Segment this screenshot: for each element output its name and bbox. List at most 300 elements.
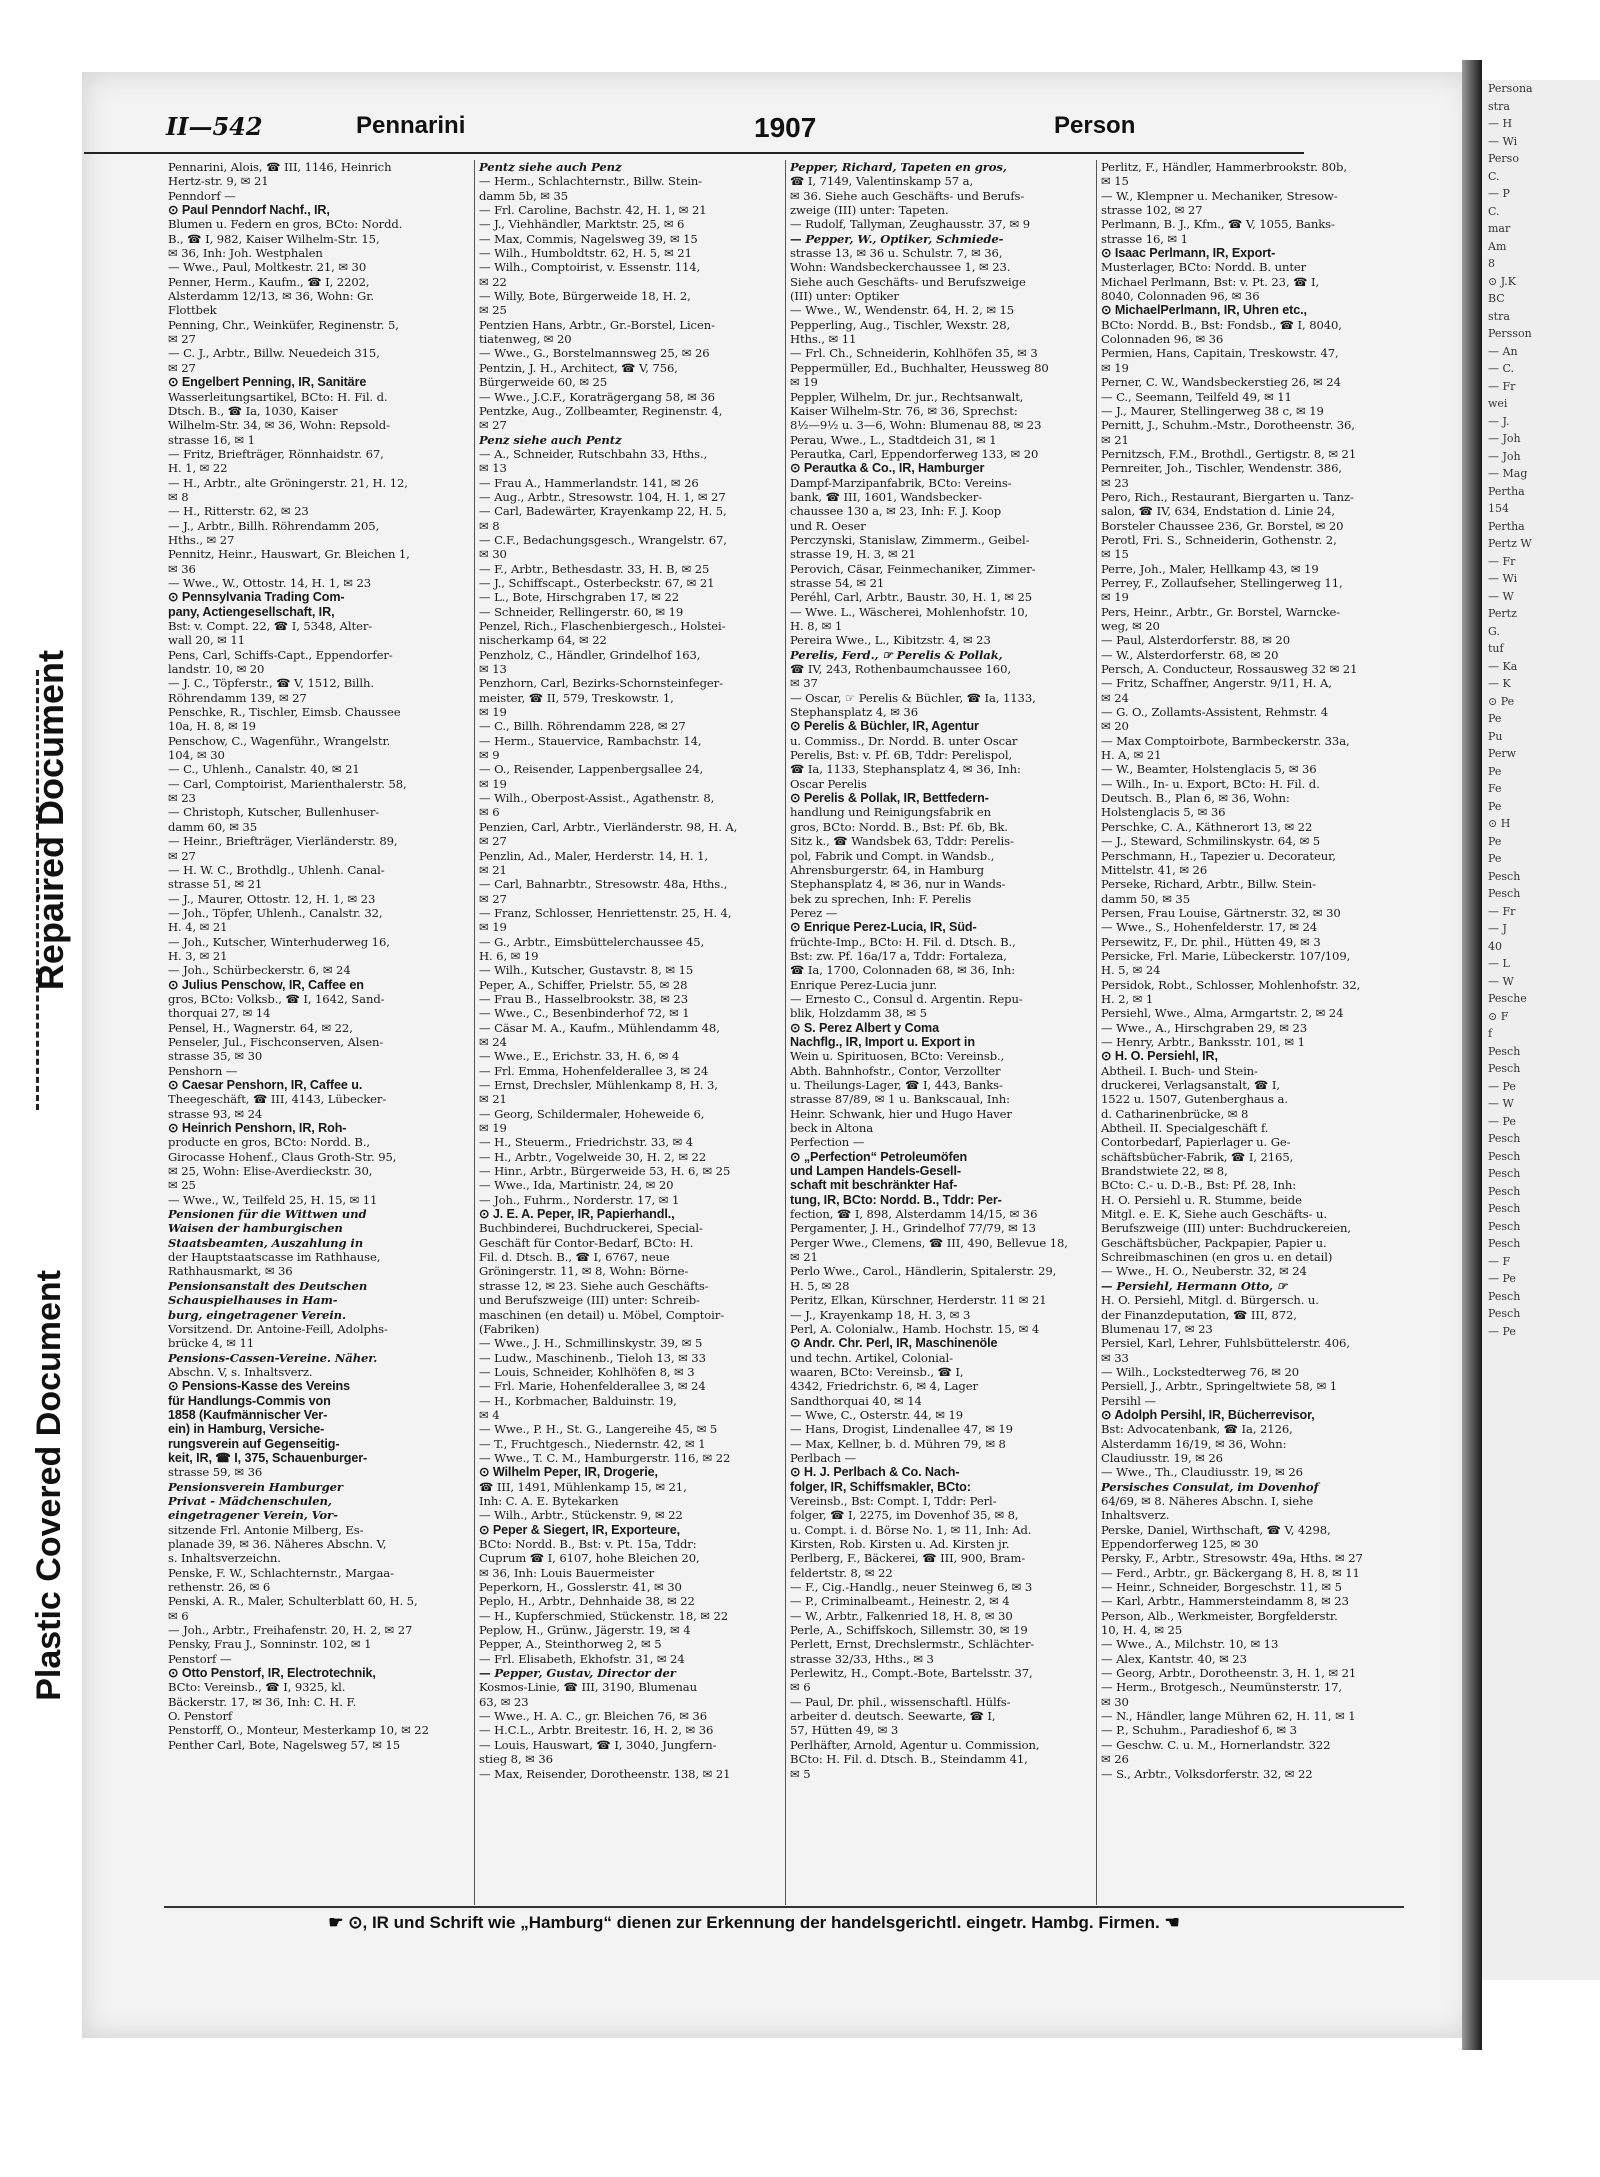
directory-entry-line: — P., Schuhm., Paradieshof 6, ✉ 3 (1101, 1723, 1297, 1738)
directory-year: 1907 (754, 112, 817, 143)
adjacent-page-line: — J. (1488, 414, 1510, 428)
directory-entry-line: Fil. d. Dtsch. B., ☎ I, 6767, neue (479, 1250, 670, 1265)
directory-entry-line: — Cäsar M. A., Kaufm., Mühlendamm 48, (479, 1020, 720, 1035)
adjacent-page-line: Perso (1488, 152, 1519, 165)
directory-entry-line: — S., Arbtr., Volksdorferstr. 32, ✉ 22 (1101, 1766, 1313, 1781)
directory-entry-line: strasse 19, H. 3, ✉ 21 (790, 547, 916, 562)
directory-entry-line: Wasserleitungsartikel, BCto: H. Fil. d. (168, 389, 388, 404)
directory-entry-line: Claudiusstr. 19, ✉ 26 (1101, 1450, 1223, 1465)
first-entry-heading: Pennarini (356, 112, 466, 139)
adjacent-page-line: Pesch (1488, 1062, 1521, 1075)
directory-entry-line: — Henry, Arbtr., Banksstr. 101, ✉ 1 (1101, 1034, 1305, 1049)
directory-entry-line: ✉ 25, Wohn: Elise-Averdieckstr. 30, (168, 1164, 373, 1179)
directory-entry-line: — Wilh., Comptoirist, v. Essenstr. 114, (479, 260, 701, 275)
directory-entry-line: — Wilh., Humboldtstr. 62, H. 5, ✉ 21 (479, 246, 692, 261)
adjacent-page-line: — P (1488, 187, 1510, 200)
directory-entry-line: — Frl. Caroline, Bachstr. 42, H. 1, ✉ 21 (479, 203, 707, 218)
adjacent-page-line: Pertz (1488, 607, 1517, 620)
directory-entry-line: Schreibmaschinen (en gros u. en detail) (1101, 1250, 1333, 1265)
adjacent-page-line: Pe (1488, 852, 1502, 865)
directory-entry-line: — C., Seemann, Teilfeld 49, ✉ 11 (1101, 389, 1292, 404)
directory-entry-line: ✉ 27 (479, 834, 507, 849)
directory-entry-line: — Wwe, C., Osterstr. 44, ✉ 19 (790, 1407, 964, 1422)
directory-entry-line: — P., Criminalbeamt., Heinestr. 2, ✉ 4 (790, 1594, 1010, 1609)
directory-entry-line: ⊙ Otto Penstorf, IR, Electrotechnik, (168, 1666, 376, 1681)
directory-entry-line: Persihl — (1101, 1393, 1156, 1408)
directory-entry-line: Perske, Daniel, Wirthschaft, ☎ V, 4298, (1101, 1522, 1331, 1537)
directory-entry-line: tiatenweg, ✉ 20 (479, 332, 572, 347)
directory-entry-line: ✉ 19 (1101, 360, 1129, 375)
directory-entry-line: gros, BCto: Nordd. B., Bst: Pf. 6b, Bk. (790, 819, 1008, 834)
adjacent-page-line: — Pe (1488, 1079, 1516, 1093)
directory-entry-line: für Handlungs-Commis von (168, 1393, 331, 1408)
directory-entry-line: ✉ 36 (168, 561, 196, 576)
adjacent-page-line: — L (1488, 957, 1510, 970)
directory-entry-line: Peplow, H., Grünw., Jägerstr. 19, ✉ 4 (479, 1623, 691, 1638)
directory-entry-line: Pennarini, Alois, ☎ III, 1146, Heinrich (168, 160, 392, 174)
directory-entry-line: bek zu sprechen, Inh: F. Perelis (790, 891, 972, 906)
adjacent-page-line: Pertha (1488, 484, 1525, 498)
directory-entry-line: Peperkorn, H., Gosslerstr. 41, ✉ 30 (479, 1580, 682, 1595)
directory-entry-line: Blumen u. Federn en gros, BCto: Nordd. (168, 217, 403, 232)
directory-entry-line: ⊙ Enrique Perez-Lucia, IR, Süd- (790, 920, 977, 935)
adjacent-page-line: Pesche (1488, 992, 1527, 1005)
directory-entry-line: Persiehl, Wwe., Alma, Armgartstr. 2, ✉ 24 (1101, 1006, 1344, 1021)
directory-entry-line: weg, ✉ 20 (1101, 619, 1160, 633)
directory-entry-line: — H., Steuerm., Friedrichstr. 33, ✉ 4 (479, 1135, 694, 1150)
directory-entry-line: ✉ 20 (1101, 719, 1129, 734)
directory-entry-line: ✉ 13 (479, 662, 507, 677)
directory-entry-line: Penndorf — (168, 188, 236, 203)
directory-entry-line: Pens, Carl, Schiffs-Capt., Eppendorfer- (168, 647, 393, 662)
directory-entry-line: — Frl. Elisabeth, Ekhofstr. 31, ✉ 24 (479, 1651, 685, 1666)
directory-entry-line: Deutsch. B., Plan 6, ✉ 36, Wohn: (1101, 791, 1290, 806)
directory-entry-line: ⊙ Wilhelm Peper, IR, Drogerie, (479, 1465, 658, 1480)
directory-entry-line: — Karl, Arbtr., Hammersteindamm 8, ✉ 23 (1101, 1594, 1349, 1609)
directory-entry-line: — Wwe., J.C.F., Koraträgergang 58, ✉ 36 (479, 389, 715, 404)
directory-entry-line: Penstorff, O., Monteur, Mesterkamp 10, ✉ 22 (168, 1723, 429, 1738)
directory-entry-line: ☎ IV, 243, Rothenbaumchaussee 160, (790, 662, 1011, 677)
directory-entry-line: — J. C., Töpferstr., ☎ V, 1512, Billh. (168, 676, 374, 691)
adjacent-page-line: Pesch (1488, 887, 1521, 900)
header-rule (84, 152, 1304, 154)
directory-entry-line: beck in Altona (790, 1121, 874, 1136)
directory-entry-line: — Wwe., A., Hirschgraben 29, ✉ 23 (1101, 1020, 1308, 1035)
directory-entry-line: — Aug., Arbtr., Stresowstr. 104, H. 1, ✉ 27 (479, 489, 726, 504)
directory-entry-line: — Wwe., Paul, Moltkestr. 21, ✉ 30 (168, 260, 367, 275)
directory-entry-line: — Hinr., Arbtr., Bürgerweide 53, H. 6, ✉ 25 (479, 1164, 731, 1179)
directory-entry-line: ✉ 19 (1101, 590, 1129, 605)
last-entry-heading: Person (1054, 112, 1136, 139)
directory-entry-line: BCto: H. Fil. d. Dtsch. B., Steindamm 41, (790, 1752, 1028, 1767)
directory-entry-line: — Ferd., Arbtr., gr. Bäckergang 8, H. 8, ✉ 11 (1101, 1565, 1360, 1580)
directory-entry-line: — Wilh., Oberpost-Assist., Agathenstr. 8, (479, 791, 715, 806)
directory-entry-line: ✉ 21 (790, 1250, 818, 1265)
directory-entry-line: — Willy, Bote, Bürgerweide 18, H. 2, (479, 289, 691, 304)
directory-entry-line: der Hauptstaatscasse im Rathhause, (168, 1250, 381, 1265)
directory-entry-line: B., ☎ I, 982, Kaiser Wilhelm-Str. 15, (168, 231, 380, 246)
directory-entry-line: — F., Arbtr., Bethesdastr. 33, H. B, ✉ 25 (479, 561, 710, 576)
directory-entry-line: — Geschw. C. u. M., Hornerlandstr. 322 (1101, 1737, 1331, 1752)
directory-entry-line: 1858 (Kaufmännischer Ver- (168, 1407, 328, 1422)
adjacent-page-line: — An (1488, 344, 1518, 358)
directory-entry-line: früchte-Imp., BCto: H. Fil. d. Dtsch. B., (790, 934, 1016, 949)
directory-entry-line: ⊙ Paul Penndorf Nachf., IR, (168, 203, 330, 218)
directory-entry-line: Enrique Perez-Lucia junr. (790, 977, 938, 992)
directory-entry-line: landstr. 10, ✉ 20 (168, 662, 265, 677)
directory-entry-line: ⊙ S. Perez Albert y Coma (790, 1020, 940, 1035)
directory-entry-line: ✉ 36, Inh: Joh. Westphalen (168, 246, 323, 261)
directory-entry-line: Pero, Rich., Restaurant, Biergarten u. Tanz- (1101, 489, 1354, 504)
directory-entry-line: ✉ 37 (790, 676, 818, 691)
directory-entry-line: — Ernesto C., Consul d. Argentin. Repu- (790, 991, 1023, 1006)
directory-entry-line: Penning, Chr., Weinküfer, Reginenstr. 5, (168, 317, 399, 332)
directory-entry-line: Perelis, Ferd., ☞ Perelis & Pollak, (790, 647, 1003, 662)
directory-entry-line: Contorbedarf, Papierlager u. Ge- (1101, 1135, 1291, 1150)
directory-entry-line: ☎ Ia, 1700, Colonnaden 68, ✉ 36, Inh: (790, 963, 1016, 978)
directory-entry-line: ✉ 6 (168, 1608, 189, 1623)
directory-entry-line: Peréhl, Carl, Arbtr., Baustr. 30, H. 1, ✉ 25 (790, 590, 1033, 605)
directory-entry-line: H. 2, ✉ 1 (1101, 991, 1154, 1006)
directory-entry-line: — A., Schneider, Rutschbahn 33, Hths., (479, 446, 708, 461)
directory-entry-line: — Wilh., Kutscher, Gustavstr. 8, ✉ 15 (479, 963, 694, 978)
adjacent-page-line: Persson (1488, 327, 1532, 340)
directory-entry-line: Pernreiter, Joh., Tischler, Wendenstr. 386, (1101, 461, 1342, 476)
directory-entry-line: Abtheil. II. Specialgeschäft f. (1101, 1121, 1269, 1136)
adjacent-page-line: Pu (1488, 729, 1503, 743)
directory-entry-line: Persewitz, F., Dr. phil., Hütten 49, ✉ 3 (1101, 934, 1321, 949)
directory-entry-line: Alsterdamm 12/13, ✉ 36, Wohn: Gr. (168, 289, 374, 304)
adjacent-page-line: ⊙ F (1488, 1009, 1509, 1023)
directory-entry-line: Pennitz, Heinr., Hauswart, Gr. Bleichen 1, (168, 547, 410, 562)
directory-entry-line: salon, ☎ IV, 634, Endstation d. Linie 24, (1101, 504, 1335, 519)
directory-entry-line: — Wwe., C., Besenbinderhof 72, ✉ 1 (479, 1006, 690, 1021)
directory-entry-line: Pentz siehe auch Penz (479, 160, 622, 174)
directory-entry-line: handlung und Reinigungsfabrik en (790, 805, 991, 820)
footer-rule (164, 1906, 1404, 1908)
directory-entry-line: — Wwe., A., Milchstr. 10, ✉ 13 (1101, 1637, 1279, 1652)
directory-entry-line: feldertstr. 8, ✉ 22 (790, 1565, 893, 1580)
directory-entry-line: ✉ 19 (479, 1121, 507, 1136)
directory-entry-line: Blumenau 17, ✉ 23 (1101, 1321, 1213, 1336)
directory-entry-line: ✉ 23 (168, 791, 196, 806)
directory-entry-line: Perlett, Ernst, Drechslermstr., Schlächter- (790, 1637, 1035, 1652)
directory-entry-line: Penzholz, C., Händler, Grindelhof 163, (479, 647, 701, 662)
directory-entry-line: ✉ 25 (168, 1178, 196, 1193)
directory-entry-line: — J., Viehhändler, Marktstr. 25, ✉ 6 (479, 217, 685, 232)
directory-entry-line: — Wwe., T. C. M., Hamburgerstr. 116, ✉ 22 (479, 1450, 731, 1465)
directory-entry-line: — Carl, Comptoirist, Marienthalerstr. 58, (168, 776, 407, 791)
directory-entry-line: H. 4, ✉ 21 (168, 920, 228, 935)
directory-entry-line: Schauspielhauses in Ham- (168, 1293, 338, 1308)
directory-entry-line: Penzel, Rich., Flaschenbiergesch., Holstei- (479, 619, 726, 633)
adjacent-page-line: — Fr (1488, 554, 1516, 568)
directory-entry-line: Peplo, H., Arbtr., Dehnhaide 38, ✉ 22 (479, 1594, 695, 1609)
directory-entry-line: Peritz, Elkan, Kürschner, Herderstr. 11 ✉ 21 (790, 1293, 1047, 1308)
column-2 (475, 160, 786, 1905)
directory-entry-line: — L., Bote, Hirschgraben 17, ✉ 22 (479, 590, 679, 605)
directory-entry-line: und techn. Artikel, Colonial- (790, 1350, 953, 1365)
directory-entry-line: Perlberg, F., Bäckerei, ☎ III, 900, Bram- (790, 1551, 1026, 1566)
directory-entry-line: ⊙ Heinrich Penshorn, IR, Roh- (168, 1121, 347, 1136)
directory-entry-line: Pernitt, J., Schuhm.-Mstr., Dorotheenstr. 36, (1101, 418, 1355, 433)
directory-entry-line: ✉ 30 (479, 547, 507, 562)
directory-entry-line: — T., Fruchtgesch., Niedernstr. 42, ✉ 1 (479, 1436, 706, 1451)
directory-entry-line: ✉ 23 (1101, 475, 1129, 490)
directory-entry-line: sitzende Frl. Antonie Milberg, Es- (168, 1522, 364, 1537)
directory-entry-line: — Georg, Arbtr., Dorotheenstr. 3, H. 1, ✉ 21 (1101, 1666, 1357, 1681)
directory-entry-line: ⊙ Caesar Penshorn, IR, Caffee u. (168, 1078, 363, 1092)
directory-entry-line: — J., Schiffscapt., Osterbeckstr. 67, ✉ 21 (479, 575, 715, 590)
adjacent-page-line: — H (1488, 117, 1513, 130)
directory-entry-line: Perre, Joh., Maler, Hellkamp 43, ✉ 19 (1101, 561, 1319, 576)
directory-entry-line: Bäckerstr. 17, ✉ 36, Inh: C. H. F. (168, 1694, 357, 1709)
directory-entry-line: und R. Oeser (790, 518, 866, 533)
directory-entry-line: Penshorn — (168, 1063, 238, 1078)
directory-entry-line: — J., Maurer, Stellingerweg 38 c, ✉ 19 (1101, 403, 1324, 418)
directory-entry-line: ⊙ Julius Penschow, IR, Caffee en (168, 977, 364, 992)
directory-entry-line: strasse 102, ✉ 27 (1101, 203, 1203, 218)
directory-entry-line: 64/69, ✉ 8. Näheres Abschn. I, siehe (1101, 1493, 1314, 1508)
directory-entry-line: — J., Arbtr., Billh. Röhrendamm 205, (168, 518, 380, 533)
directory-entry-line: — C., Uhlenh., Canalstr. 40, ✉ 21 (168, 762, 360, 777)
directory-entry-line: ☎ III, 1491, Mühlenkamp 15, ✉ 21, (479, 1479, 687, 1494)
directory-entry-line: Pentzke, Aug., Zollbeamter, Reginenstr. 4, (479, 403, 723, 418)
directory-entry-line: damm 50, ✉ 35 (1101, 891, 1190, 906)
directory-entry-line: H. 8, ✉ 1 (790, 619, 843, 633)
adjacent-page-line: Persona (1488, 82, 1533, 95)
directory-entry-line: Pernitzsch, F.M., Brothdl., Gertigstr. 8, ✉ 21 (1101, 446, 1357, 461)
directory-entry-line: ✉ 24 (479, 1034, 507, 1049)
directory-entry-line: BCto: Nordd. B., Bst: Fondsb., ☎ I, 8040, (1101, 317, 1342, 332)
directory-entry-line: Penner, Herm., Kaufm., ☎ I, 2202, (168, 274, 370, 289)
adjacent-page-line: — Joh (1488, 432, 1521, 445)
directory-entry-line: Peppler, Wilhelm, Dr. jur., Rechtsanwalt, (790, 389, 1024, 404)
directory-entry-line: Peppermüller, Ed., Buchhalter, Heussweg 80 (790, 360, 1049, 375)
directory-entry-line: Persiel, Karl, Lehrer, Fuhlsbüttelerstr. 406, (1101, 1336, 1350, 1351)
directory-entry-line: damm 5b, ✉ 35 (479, 188, 569, 203)
directory-entry-line: Michael Perlmann, Bst: v. Pt. 23, ☎ I, (1101, 274, 1320, 289)
directory-entry-line: BCto: C.- u. D.-B., Bst: Pf. 28, Inh: (1101, 1178, 1297, 1193)
page-number: II—542 (166, 112, 263, 141)
directory-entry-line: — Heinr., Briefträger, Vierländerstr. 89, (168, 834, 398, 849)
adjacent-page-line: Fe (1488, 782, 1502, 795)
directory-entry-line: 57, Hütten 49, ✉ 3 (790, 1723, 899, 1738)
directory-entry-line: Cuprum ☎ I, 6107, hohe Bleichen 20, (479, 1551, 700, 1566)
directory-entry-line: Penstorf — (168, 1651, 232, 1666)
directory-entry-line: Berufszweige (III) unter: Buchdruckereien, (1101, 1221, 1351, 1236)
adjacent-page-line: Pesch (1488, 1149, 1521, 1163)
directory-entry-line: Penschke, R., Tischler, Eimsb. Chaussee (168, 705, 401, 720)
directory-entry-line: — Louis, Hauswart, ☎ I, 3040, Jungfern- (479, 1737, 717, 1752)
adjacent-page-line: mar (1488, 222, 1511, 235)
directory-entry-line: Girocasse Hohenf., Claus Groth-Str. 95, (168, 1149, 397, 1164)
directory-entry-line: — Wwe., W., Teilfeld 25, H. 15, ✉ 11 (168, 1192, 378, 1207)
directory-entry-line: Pepper, Richard, Tapeten en gros, (790, 160, 1007, 174)
adjacent-page-line: stra (1488, 99, 1510, 113)
directory-entry-line: Perl, A. Colonialw., Hamb. Hochstr. 15, ✉ 4 (790, 1321, 1040, 1336)
directory-entry-line: Nachflg., IR, Import u. Export in (790, 1034, 975, 1049)
directory-entry-line: ⊙ J. E. A. Peper, IR, Papierhandl., (479, 1207, 675, 1222)
directory-entry-line: — Carl, Badewärter, Krayenkamp 22, H. 5, (479, 504, 727, 519)
directory-entry-line: ✉ 27 (168, 848, 196, 863)
directory-entry-line: ✉ 27 (479, 891, 507, 906)
adjacent-page-line: — Joh (1488, 449, 1521, 463)
directory-entry-line: — W., Arbtr., Falkenried 18, H. 8, ✉ 30 (790, 1608, 1013, 1623)
directory-entry-line: — Pepper, W., Optiker, Schmiede- (790, 231, 1004, 246)
directory-entry-line: — O., Reisender, Lappenbergsallee 24, (479, 762, 704, 777)
directory-entry-line: Mitgl. e. E. K, Siehe auch Geschäfts- u. (1101, 1207, 1327, 1222)
adjacent-page-line: C. (1488, 204, 1500, 218)
directory-entry-line: eingetragener Verein, Vor- (168, 1508, 338, 1523)
directory-entry-line: Bürgerweide 60, ✉ 25 (479, 375, 608, 390)
adjacent-page-line: Pesch (1488, 869, 1521, 883)
directory-entry-line: Musterlager, BCto: Nordd. B. unter (1101, 260, 1307, 275)
directory-entry-line: folger, ☎ I, 2275, im Dovenhof 35, ✉ 8, (790, 1508, 1019, 1523)
directory-entry-line: — N., Händler, lange Mühren 62, H. 11, ✉ 1 (1101, 1709, 1356, 1724)
directory-entry-line: chaussee 130 a, ✉ 23, Inh: F. J. Koop (790, 504, 1002, 519)
directory-entry-line: — C. J., Arbtr., Billw. Neuedeich 315, (168, 346, 380, 361)
directory-entry-line: Stephansplatz 4, ✉ 36, nur in Wands- (790, 877, 1006, 892)
adjacent-page-line: Pesch (1488, 1307, 1521, 1320)
directory-entry-line: Perlitz, F., Händler, Hammerbrookstr. 80b, (1101, 160, 1347, 174)
directory-entry-line: Siehe auch Geschäfts- und Berufszweige (790, 274, 1026, 289)
directory-entry-line: — Wwe., Th., Claudiusstr. 19, ✉ 26 (1101, 1465, 1303, 1480)
directory-entry-line: druckerei, Verlagsanstalt, ☎ I, (1101, 1078, 1280, 1092)
adjacent-page-line: — Mag (1488, 467, 1528, 480)
directory-entry-line: ⊙ Perelis & Büchler, IR, Agentur (790, 719, 979, 734)
directory-entry-line: Brandstwiete 22, ✉ 8, (1101, 1164, 1228, 1179)
directory-entry-line: Eppendorferweg 125, ✉ 30 (1101, 1537, 1259, 1551)
directory-entry-line: meister, ☎ II, 579, Treskowstr. 1, (479, 690, 674, 705)
directory-entry-line: — Frau A., Hammerlandstr. 141, ✉ 26 (479, 475, 699, 490)
adjacent-page-line: Pe (1488, 764, 1502, 778)
directory-entry-line: — Paul, Alsterdorferstr. 88, ✉ 20 (1101, 633, 1290, 648)
adjacent-page-line: Pesch (1488, 1184, 1521, 1198)
directory-entry-line: H. 5, ✉ 24 (1101, 963, 1161, 978)
directory-entry-line: — H., Ritterstr. 62, ✉ 23 (168, 504, 309, 519)
directory-entry-line: Borsteler Chaussee 236, Gr. Borstel, ✉ 20 (1101, 518, 1344, 533)
directory-entry-line: Abschn. V, s. Inhaltsverz. (168, 1364, 313, 1379)
directory-entry-line: (Fabriken) (479, 1321, 540, 1336)
directory-entry-line: Penther Carl, Bote, Nagelsweg 57, ✉ 15 (168, 1737, 400, 1752)
adjacent-page-line: Pe (1488, 712, 1502, 725)
directory-entry-line: gros, BCto: Volksb., ☎ I, 1642, Sand- (168, 991, 385, 1006)
directory-entry-line: ⊙ Perautka & Co., IR, Hamburger (790, 461, 985, 476)
directory-entry-line: ✉ 4 (479, 1407, 500, 1422)
directory-entry-line: ⊙ Andr. Chr. Perl, IR, Maschinenöle (790, 1336, 998, 1351)
directory-entry-line: ✉ 22 (479, 274, 507, 289)
directory-entry-line: rethenstr. 26, ✉ 6 (168, 1580, 271, 1595)
adjacent-page-line: Pesch (1488, 1237, 1521, 1250)
plastic-covered-label: Plastic Covered Document (30, 1270, 68, 1701)
directory-entry-line: — J., Maurer, Ottostr. 12, H. 1, ✉ 23 (168, 891, 376, 906)
directory-entry-line: ✉ 30 (1101, 1694, 1129, 1709)
adjacent-page-line: — Pe (1488, 1324, 1516, 1338)
directory-entry-line: H. O. Persiehl, Mitgl. d. Bürgersch. u. (1101, 1293, 1319, 1308)
directory-entry-line: — Joh., Töpfer, Uhlenh., Canalstr. 32, (168, 905, 383, 920)
directory-entry-line: — Fritz, Schaffner, Angerstr. 9/11, H. A, (1101, 676, 1332, 691)
directory-entry-line: — Herm., Stauervice, Rambachstr. 14, (479, 733, 702, 748)
directory-entry-line: Sitz k., ☎ Wandsbek 63, Tddr: Perelis- (790, 834, 1014, 849)
directory-entry-line: Buchbinderei, Buchdruckerei, Special- (479, 1221, 703, 1236)
directory-entry-line: Bst: Advocatenbank, ☎ Ia, 2126, (1101, 1422, 1293, 1437)
directory-entry-line: ⊙ „Perfection“ Petroleumöfen (790, 1149, 968, 1164)
adjacent-page-line: Pertha (1488, 519, 1525, 533)
directory-entry-line: — C., Billh. Röhrendamm 228, ✉ 27 (479, 719, 686, 734)
directory-entry-line: — Wwe., W., Wendenstr. 64, H. 2, ✉ 15 (790, 303, 1015, 318)
page-header (84, 112, 1464, 152)
directory-entry-line: ✉ 36. Siehe auch Geschäfts- und Berufs- (790, 188, 1025, 203)
directory-entry-line: — Wilh., Arbtr., Stückenstr. 9, ✉ 22 (479, 1508, 683, 1523)
directory-entry-line: — Wwe., Ida, Martinistr. 24, ✉ 20 (479, 1178, 674, 1193)
directory-entry-line: H. A, ✉ 21 (1101, 748, 1162, 763)
directory-entry-line: producte en gros, BCto: Nordd. B., (168, 1135, 371, 1150)
directory-entry-line: ✉ 19 (479, 920, 507, 935)
directory-entry-line: Pensky, Frau J., Sonninstr. 102, ✉ 1 (168, 1637, 372, 1652)
directory-entry-line: s. Inhaltsverzeichn. (168, 1551, 281, 1566)
directory-entry-line: — H., Kupferschmied, Stückenstr. 18, ✉ 22 (479, 1608, 729, 1623)
directory-entry-line: ✉ 6 (479, 805, 500, 820)
directory-entry-line: ✉ 19 (479, 705, 507, 720)
directory-entry-line: Perle, A., Schiffskoch, Sillemstr. 30, ✉ 19 (790, 1623, 1028, 1638)
directory-entry-line: — Frau B., Hasselbrookstr. 38, ✉ 23 (479, 991, 688, 1006)
adjacent-page-line: Pe (1488, 799, 1502, 813)
directory-entry-line: ⊙ H. O. Persiehl, IR, (1101, 1049, 1218, 1064)
repaired-document-label: Repaired Document (30, 650, 71, 991)
directory-entry-line: — Wwe., P. H., St. G., Langereihe 45, ✉ 5 (479, 1422, 718, 1437)
directory-entry-line: — Max, Commis, Nagelsweg 39, ✉ 15 (479, 231, 698, 246)
adjacent-page-line: — W (1488, 974, 1514, 988)
directory-entry-line: — H. W. C., Brothdlg., Uhlenh. Canal- (168, 862, 385, 877)
directory-entry-line: Peper, A., Schiffer, Prielstr. 55, ✉ 28 (479, 977, 688, 992)
directory-entry-line: ⊙ Isaac Perlmann, IR, Export- (1101, 246, 1276, 261)
adjacent-page-line: — K (1488, 677, 1511, 690)
directory-entry-line: Abtheil. I. Buch- und Stein- (1101, 1063, 1258, 1078)
directory-entry-line: Perner, C. W., Wandsbeckerstieg 26, ✉ 24 (1101, 375, 1341, 390)
directory-entry-line: Persidok, Robt., Schlosser, Mohlenhofstr. 32, (1101, 977, 1361, 992)
directory-entry-line: — Ludw., Maschinenb., Tieloh 13, ✉ 33 (479, 1350, 706, 1365)
directory-entry-line: ⊙ MichaelPerlmann, IR, Uhren etc., (1101, 303, 1307, 318)
directory-entry-line: Permien, Hans, Capitain, Treskowstr. 47, (1101, 346, 1339, 361)
directory-entry-line: ein) in Hamburg, Versiche- (168, 1422, 325, 1437)
directory-entry-line: — Schneider, Rellingerstr. 60, ✉ 19 (479, 604, 684, 619)
directory-entry-line: — Heinr., Schneider, Borgeschstr. 11, ✉ 5 (1101, 1580, 1342, 1595)
directory-entry-line: ✉ 9 (479, 748, 500, 763)
directory-entry-line: strasse 32/33, Hths., ✉ 3 (790, 1651, 934, 1666)
directory-entry-line: — Hans, Drogist, Lindenallee 47, ✉ 19 (790, 1422, 1013, 1437)
directory-entry-line: Geschäftsbücher, Packpapier, Papier u. (1101, 1235, 1327, 1250)
adjacent-page-line: Pesch (1488, 1132, 1521, 1145)
directory-entry-line: Perseke, Richard, Arbtr., Billw. Stein- (1101, 877, 1316, 892)
directory-entry-line: ⊙ H. J. Perlbach & Co. Nach- (790, 1465, 960, 1480)
directory-entry-line: ⊙ Pensions-Kasse des Vereins (168, 1379, 351, 1394)
directory-entry-line: 8½—9½ u. 3—6, Wohn: Blumenau 88, ✉ 23 (790, 418, 1042, 433)
directory-entry-line: 8040, Colonnaden 96, ✉ 36 (1101, 289, 1260, 304)
directory-entry-line: Perautka, Carl, Eppendorferweg 133, ✉ 20 (790, 446, 1039, 461)
directory-entry-line: Penz siehe auch Pentz (479, 432, 622, 447)
adjacent-page-line: Pesch (1488, 1289, 1521, 1303)
directory-entry-line: ✉ 8 (168, 489, 189, 504)
directory-entry-line: — Frl. Marie, Hohenfelderallee 3, ✉ 24 (479, 1379, 706, 1394)
directory-entry-line: 104, ✉ 30 (168, 748, 225, 763)
directory-entry-line: — Persiehl, Hermann Otto, ☞ (1101, 1278, 1288, 1293)
adjacent-page-line: Am (1488, 239, 1507, 253)
directory-entry-line: — Wwe., G., Borstelmannsweg 25, ✉ 26 (479, 346, 710, 361)
directory-entry-line: Inh: C. A. E. Bytekarken (479, 1493, 619, 1508)
directory-entry-line: schäftsbücher-Fabrik, ☎ I, 2165, (1101, 1149, 1294, 1164)
adjacent-page-line: 154 (1488, 502, 1509, 515)
